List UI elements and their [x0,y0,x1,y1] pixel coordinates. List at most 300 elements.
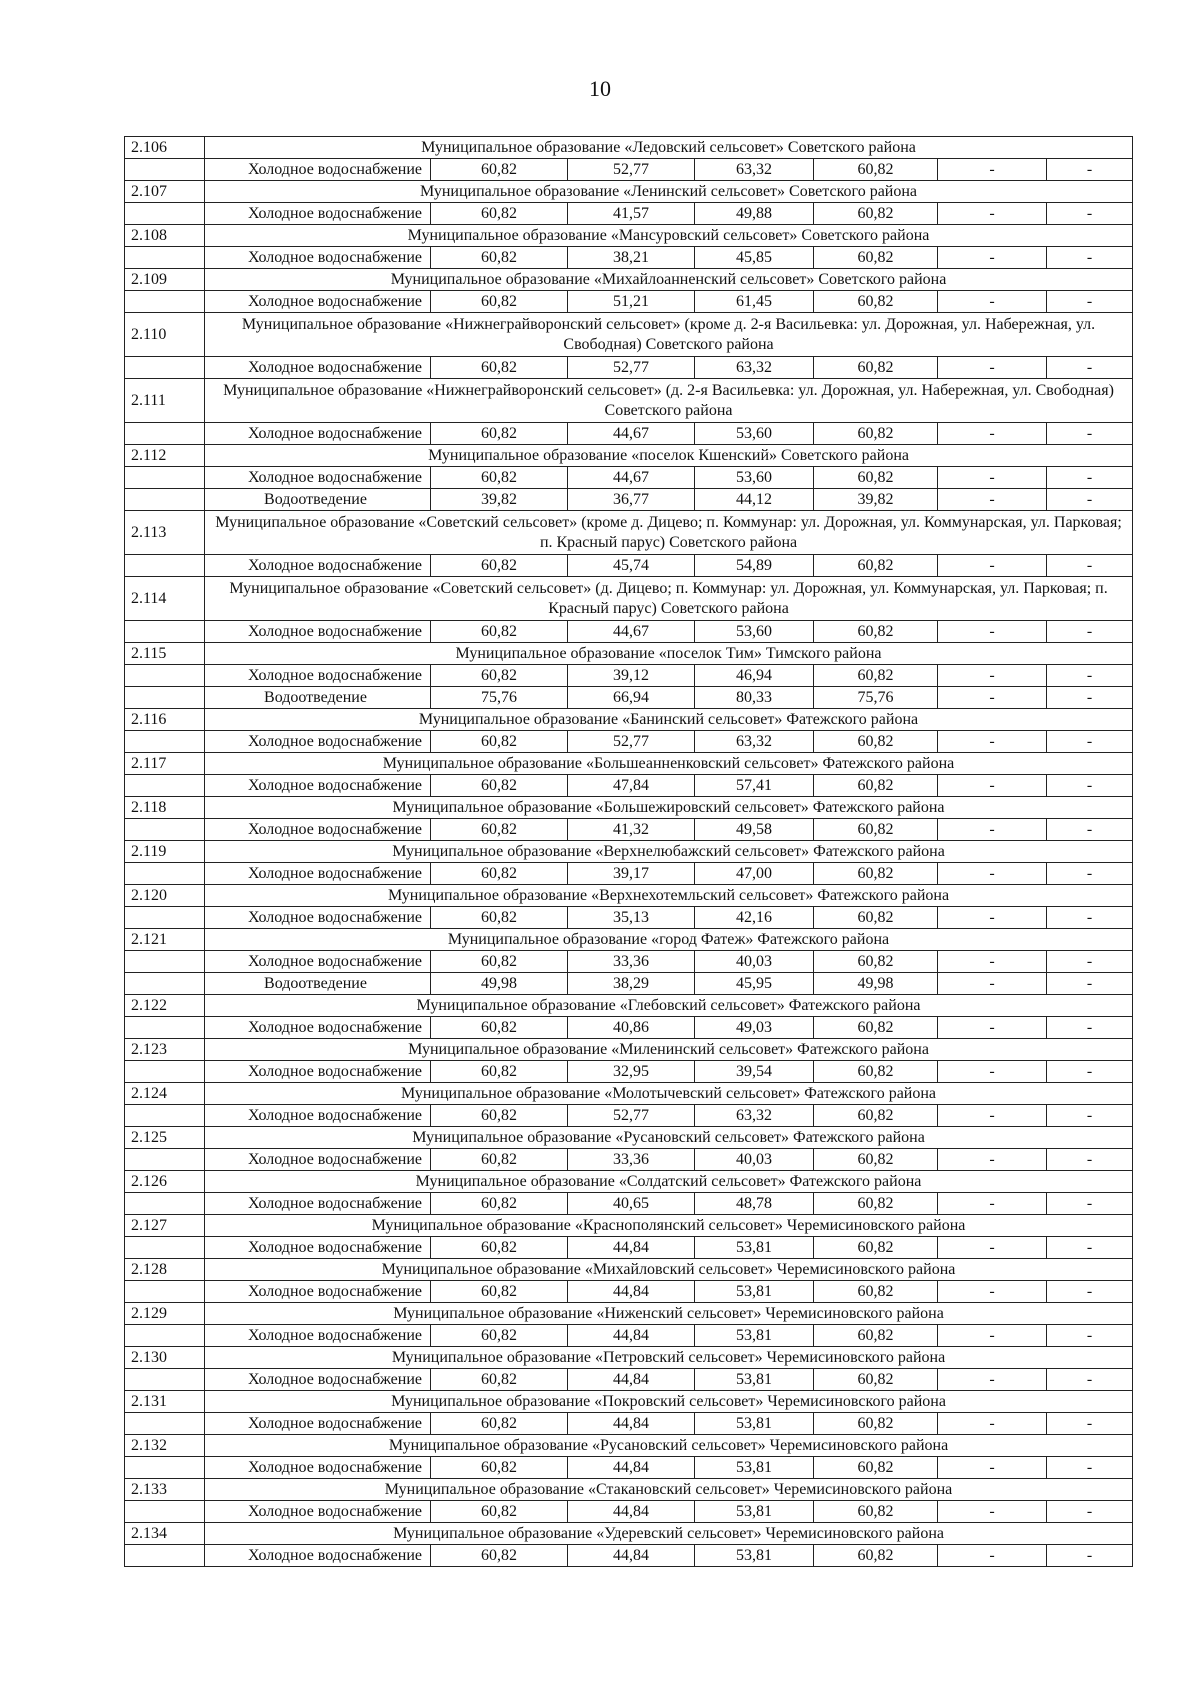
dash-value: - [1047,1149,1133,1171]
municipality-title: Муниципальное образование «Солдатский сельсовет» Фатежского района [205,1171,1133,1193]
dash-value: - [938,203,1047,225]
dash-value: - [938,687,1047,709]
tariff-value: 75,76 [814,687,938,709]
tariff-value: 60,82 [814,247,938,269]
municipality-title: Муниципальное образование «Советский сельсовет» (д. Дицево; п. Коммунар: ул. Дорожная, ул. Коммунарская, ул. Парковая; п. Красный парус) Советского района [205,577,1133,621]
tariff-value: 44,84 [568,1413,695,1435]
tariff-value: 39,82 [431,489,568,511]
tariff-value: 60,82 [814,819,938,841]
row-number: 2.126 [125,1171,205,1193]
service-name: Холодное водоснабжение [205,1413,431,1435]
tariff-value: 60,82 [431,1149,568,1171]
tariff-value: 60,82 [431,1545,568,1567]
tariff-value: 39,54 [695,1061,814,1083]
tariff-value: 46,94 [695,665,814,687]
empty-cell [125,489,205,511]
empty-cell [125,665,205,687]
municipality-title: Муниципальное образование «Банинский сельсовет» Фатежского района [205,709,1133,731]
dash-value: - [1047,203,1133,225]
section-header-row [125,181,1133,203]
municipality-title: Муниципальное образование «Михайловский сельсовет» Черемисиновского района [205,1259,1133,1281]
tariff-value: 49,03 [695,1017,814,1039]
tariff-value: 66,94 [568,687,695,709]
tariff-value: 39,82 [814,489,938,511]
tariff-value: 60,82 [431,159,568,181]
service-name: Холодное водоснабжение [205,247,431,269]
section-header-row [125,269,1133,291]
tariff-value: 47,84 [568,775,695,797]
municipality-title: Муниципальное образование «Большеанненковский сельсовет» Фатежского района [205,753,1133,775]
dash-value: - [1047,1193,1133,1215]
tariff-value: 60,82 [431,907,568,929]
municipality-title: Муниципальное образование «Петровский сельсовет» Черемисиновского района [205,1347,1133,1369]
service-name: Холодное водоснабжение [205,203,431,225]
section-header-row [125,511,1133,555]
row-number: 2.133 [125,1479,205,1501]
dash-value: - [938,357,1047,379]
municipality-title: Муниципальное образование «Большежировский сельсовет» Фатежского района [205,797,1133,819]
section-header-row [125,1523,1133,1545]
empty-cell [125,621,205,643]
dash-value: - [938,1413,1047,1435]
service-row [125,247,1133,269]
tariff-value: 60,82 [814,291,938,313]
dash-value: - [938,1281,1047,1303]
row-number: 2.112 [125,445,205,467]
municipality-title: Муниципальное образование «Русановский сельсовет» Фатежского района [205,1127,1133,1149]
service-name: Холодное водоснабжение [205,1281,431,1303]
section-header-row [125,885,1133,907]
empty-cell [125,357,205,379]
dash-value: - [1047,1325,1133,1347]
dash-value: - [938,291,1047,313]
dash-value: - [938,819,1047,841]
empty-cell [125,203,205,225]
dash-value: - [1047,467,1133,489]
service-name: Холодное водоснабжение [205,621,431,643]
tariff-value: 61,45 [695,291,814,313]
service-row [125,621,1133,643]
section-header-row [125,1479,1133,1501]
row-number: 2.125 [125,1127,205,1149]
tariff-value: 40,65 [568,1193,695,1215]
section-header-row [125,643,1133,665]
tariff-value: 53,81 [695,1457,814,1479]
tariff-value: 60,82 [814,907,938,929]
dash-value: - [938,951,1047,973]
service-row [125,1281,1133,1303]
municipality-title: Муниципальное образование «Верхнехотемльский сельсовет» Фатежского района [205,885,1133,907]
dash-value: - [938,621,1047,643]
service-row [125,1237,1133,1259]
section-header-row [125,1171,1133,1193]
tariff-value: 60,82 [814,423,938,445]
tariff-value: 60,82 [814,203,938,225]
tariff-value: 60,82 [814,1457,938,1479]
municipality-title: Муниципальное образование «Глебовский сельсовет» Фатежского района [205,995,1133,1017]
tariff-value: 33,36 [568,951,695,973]
empty-cell [125,907,205,929]
service-name: Холодное водоснабжение [205,819,431,841]
dash-value: - [938,423,1047,445]
dash-value: - [1047,687,1133,709]
empty-cell [125,1369,205,1391]
tariff-value: 51,21 [568,291,695,313]
municipality-title: Муниципальное образование «Молотычевский сельсовет» Фатежского района [205,1083,1133,1105]
tariff-value: 60,82 [814,731,938,753]
service-row [125,951,1133,973]
tariff-value: 45,95 [695,973,814,995]
service-row [125,1457,1133,1479]
service-name: Холодное водоснабжение [205,951,431,973]
row-number: 2.128 [125,1259,205,1281]
table-body [125,137,1133,1567]
service-name: Холодное водоснабжение [205,423,431,445]
tariff-value: 44,84 [568,1281,695,1303]
tariff-value: 60,82 [431,1413,568,1435]
municipality-title: Муниципальное образование «поселок Тим» Тимского района [205,643,1133,665]
service-row [125,1105,1133,1127]
tariff-value: 60,82 [431,621,568,643]
service-name: Холодное водоснабжение [205,1061,431,1083]
empty-cell [125,555,205,577]
municipality-title: Муниципальное образование «Нижнеграйворонский сельсовет» (д. 2-я Васильевка: ул. Дорожная, ул. Набережная, ул. Свободная) Советского района [205,379,1133,423]
municipality-title: Муниципальное образование «поселок Кшенский» Советского района [205,445,1133,467]
tariff-value: 49,98 [814,973,938,995]
service-row [125,555,1133,577]
tariff-value: 60,82 [431,1061,568,1083]
tariff-value: 33,36 [568,1149,695,1171]
row-number: 2.130 [125,1347,205,1369]
tariff-value: 45,74 [568,555,695,577]
dash-value: - [1047,951,1133,973]
dash-value: - [938,1061,1047,1083]
service-row [125,1017,1133,1039]
row-number: 2.117 [125,753,205,775]
dash-value: - [1047,621,1133,643]
service-name: Холодное водоснабжение [205,863,431,885]
service-row [125,467,1133,489]
empty-cell [125,863,205,885]
tariff-value: 53,81 [695,1545,814,1567]
tariff-value: 44,67 [568,621,695,643]
section-header-row [125,797,1133,819]
tariff-value: 44,84 [568,1545,695,1567]
municipality-title: Муниципальное образование «Нижнеграйворонский сельсовет» (кроме д. 2-я Васильевка: ул. Дорожная, ул. Набережная, ул. Свободная) Советского района [205,313,1133,357]
tariff-value: 60,82 [431,1237,568,1259]
tariff-value: 60,82 [431,951,568,973]
service-name: Холодное водоснабжение [205,1105,431,1127]
tariff-value: 60,82 [814,1105,938,1127]
section-header-row [125,1303,1133,1325]
tariff-value: 53,81 [695,1369,814,1391]
dash-value: - [1047,863,1133,885]
service-row [125,1369,1133,1391]
dash-value: - [1047,489,1133,511]
dash-value: - [938,1545,1047,1567]
dash-value: - [1047,159,1133,181]
row-number: 2.131 [125,1391,205,1413]
tariff-value: 38,21 [568,247,695,269]
tariff-value: 60,82 [431,819,568,841]
section-header-row [125,1039,1133,1061]
tariff-value: 53,60 [695,423,814,445]
dash-value: - [1047,973,1133,995]
dash-value: - [1047,1281,1133,1303]
dash-value: - [938,247,1047,269]
service-row [125,1149,1133,1171]
section-header-row [125,1215,1133,1237]
service-row [125,1325,1133,1347]
municipality-title: Муниципальное образование «Ледовский сельсовет» Советского района [205,137,1133,159]
tariff-value: 44,84 [568,1501,695,1523]
tariff-value: 44,84 [568,1237,695,1259]
service-name: Водоотведение [205,687,431,709]
empty-cell [125,1193,205,1215]
dash-value: - [1047,775,1133,797]
tariff-value: 60,82 [431,731,568,753]
empty-cell [125,1105,205,1127]
tariff-value: 60,82 [431,357,568,379]
empty-cell [125,775,205,797]
section-header-row [125,225,1133,247]
tariff-value: 60,82 [431,1325,568,1347]
tariff-value: 63,32 [695,731,814,753]
service-row [125,1545,1133,1567]
tariff-value: 40,86 [568,1017,695,1039]
empty-cell [125,1545,205,1567]
row-number: 2.120 [125,885,205,907]
section-header-row [125,753,1133,775]
dash-value: - [1047,1413,1133,1435]
tariff-value: 60,82 [814,621,938,643]
dash-value: - [1047,1369,1133,1391]
service-row [125,203,1133,225]
service-name: Холодное водоснабжение [205,291,431,313]
tariff-value: 60,82 [814,1149,938,1171]
service-name: Холодное водоснабжение [205,1149,431,1171]
section-header-row [125,1435,1133,1457]
service-row [125,1193,1133,1215]
tariff-value: 60,82 [431,291,568,313]
tariff-value: 44,84 [568,1457,695,1479]
tariff-value: 60,82 [814,1281,938,1303]
empty-cell [125,423,205,445]
dash-value: - [1047,1061,1133,1083]
tariff-value: 60,82 [814,1193,938,1215]
dash-value: - [938,489,1047,511]
service-row [125,819,1133,841]
tariff-value: 60,82 [431,1457,568,1479]
municipality-title: Муниципальное образование «Удеревский сельсовет» Черемисиновского района [205,1523,1133,1545]
service-row [125,423,1133,445]
row-number: 2.115 [125,643,205,665]
section-header-row [125,1391,1133,1413]
tariff-value: 60,82 [431,247,568,269]
service-name: Холодное водоснабжение [205,1501,431,1523]
tariff-value: 60,82 [431,665,568,687]
tariff-value: 32,95 [568,1061,695,1083]
dash-value: - [938,1501,1047,1523]
service-name: Водоотведение [205,973,431,995]
municipality-title: Муниципальное образование «Ленинский сельсовет» Советского района [205,181,1133,203]
dash-value: - [1047,665,1133,687]
dash-value: - [938,159,1047,181]
empty-cell [125,247,205,269]
municipality-title: Муниципальное образование «Покровский сельсовет» Черемисиновского района [205,1391,1133,1413]
row-number: 2.134 [125,1523,205,1545]
dash-value: - [1047,819,1133,841]
tariff-value: 41,32 [568,819,695,841]
tariff-value: 40,03 [695,951,814,973]
service-name: Холодное водоснабжение [205,907,431,929]
row-number: 2.113 [125,511,205,555]
municipality-title: Муниципальное образование «Краснополянский сельсовет» Черемисиновского района [205,1215,1133,1237]
dash-value: - [938,1193,1047,1215]
dash-value: - [938,1457,1047,1479]
dash-value: - [938,555,1047,577]
section-header-row [125,445,1133,467]
row-number: 2.124 [125,1083,205,1105]
tariff-value: 80,33 [695,687,814,709]
tariff-value: 60,82 [431,1105,568,1127]
tariff-value: 53,81 [695,1501,814,1523]
municipality-title: Муниципальное образование «Советский сельсовет» (кроме д. Дицево; п. Коммунар: ул. Дорожная, ул. Коммунарская, ул. Парковая; п. Красный парус) Советского района [205,511,1133,555]
dash-value: - [938,863,1047,885]
tariff-value: 41,57 [568,203,695,225]
municipality-title: Муниципальное образование «Михайлоанненский сельсовет» Советского района [205,269,1133,291]
service-row [125,159,1133,181]
tariff-value: 60,82 [814,1017,938,1039]
empty-cell [125,1281,205,1303]
municipality-title: Муниципальное образование «Ниженский сельсовет» Черемисиновского района [205,1303,1133,1325]
section-header-row [125,709,1133,731]
service-row [125,907,1133,929]
tariff-value: 63,32 [695,159,814,181]
tariff-value: 49,88 [695,203,814,225]
municipality-title: Муниципальное образование «Миленинский сельсовет» Фатежского района [205,1039,1133,1061]
service-row [125,1501,1133,1523]
service-row [125,1061,1133,1083]
dash-value: - [938,1105,1047,1127]
empty-cell [125,1325,205,1347]
service-row [125,665,1133,687]
dash-value: - [1047,1017,1133,1039]
dash-value: - [1047,907,1133,929]
empty-cell [125,1457,205,1479]
service-name: Холодное водоснабжение [205,555,431,577]
tariff-value: 60,82 [431,423,568,445]
empty-cell [125,731,205,753]
tariff-value: 49,58 [695,819,814,841]
section-header-row [125,995,1133,1017]
tariff-value: 39,12 [568,665,695,687]
tariff-value: 38,29 [568,973,695,995]
tariff-value: 52,77 [568,357,695,379]
row-number: 2.118 [125,797,205,819]
service-row [125,291,1133,313]
tariff-value: 60,82 [814,1545,938,1567]
tariff-value: 39,17 [568,863,695,885]
page-number: 10 [589,76,611,101]
dash-value: - [1047,291,1133,313]
tariff-value: 63,32 [695,1105,814,1127]
row-number: 2.123 [125,1039,205,1061]
dash-value: - [938,1149,1047,1171]
tariff-value: 60,82 [431,1369,568,1391]
dash-value: - [938,973,1047,995]
row-number: 2.106 [125,137,205,159]
section-header-row [125,1083,1133,1105]
empty-cell [125,1149,205,1171]
service-row [125,489,1133,511]
empty-cell [125,973,205,995]
dash-value: - [938,775,1047,797]
row-number: 2.129 [125,1303,205,1325]
dash-value: - [1047,247,1133,269]
tariff-value: 60,82 [814,1369,938,1391]
empty-cell [125,291,205,313]
dash-value: - [1047,1501,1133,1523]
service-name: Холодное водоснабжение [205,1193,431,1215]
tariff-value: 60,82 [814,1413,938,1435]
row-number: 2.127 [125,1215,205,1237]
row-number: 2.107 [125,181,205,203]
service-row [125,863,1133,885]
dash-value: - [1047,1545,1133,1567]
dash-value: - [1047,1457,1133,1479]
tariff-value: 52,77 [568,1105,695,1127]
service-row [125,1413,1133,1435]
row-number: 2.119 [125,841,205,863]
row-number: 2.110 [125,313,205,357]
tariff-value: 45,85 [695,247,814,269]
tariff-value: 60,82 [431,1281,568,1303]
tariff-value: 60,82 [431,1193,568,1215]
tariff-value: 44,84 [568,1369,695,1391]
tariff-value: 53,81 [695,1325,814,1347]
tariff-value: 52,77 [568,731,695,753]
tariff-value: 60,82 [814,357,938,379]
dash-value: - [1047,1237,1133,1259]
dash-value: - [938,1325,1047,1347]
empty-cell [125,1061,205,1083]
empty-cell [125,1413,205,1435]
tariff-value: 40,03 [695,1149,814,1171]
row-number: 2.108 [125,225,205,247]
dash-value: - [1047,555,1133,577]
service-name: Холодное водоснабжение [205,1325,431,1347]
tariff-value: 36,77 [568,489,695,511]
row-number: 2.114 [125,577,205,621]
tariff-value: 53,60 [695,467,814,489]
service-name: Холодное водоснабжение [205,665,431,687]
service-name: Холодное водоснабжение [205,159,431,181]
section-header-row [125,1347,1133,1369]
dash-value: - [938,1237,1047,1259]
dash-value: - [938,1369,1047,1391]
tariff-value: 53,81 [695,1413,814,1435]
row-number: 2.116 [125,709,205,731]
tariff-value: 60,82 [814,1325,938,1347]
tariff-value: 57,41 [695,775,814,797]
section-header-row [125,577,1133,621]
service-name: Холодное водоснабжение [205,1545,431,1567]
row-number: 2.132 [125,1435,205,1457]
section-header-row [125,841,1133,863]
row-number: 2.109 [125,269,205,291]
row-number: 2.111 [125,379,205,423]
